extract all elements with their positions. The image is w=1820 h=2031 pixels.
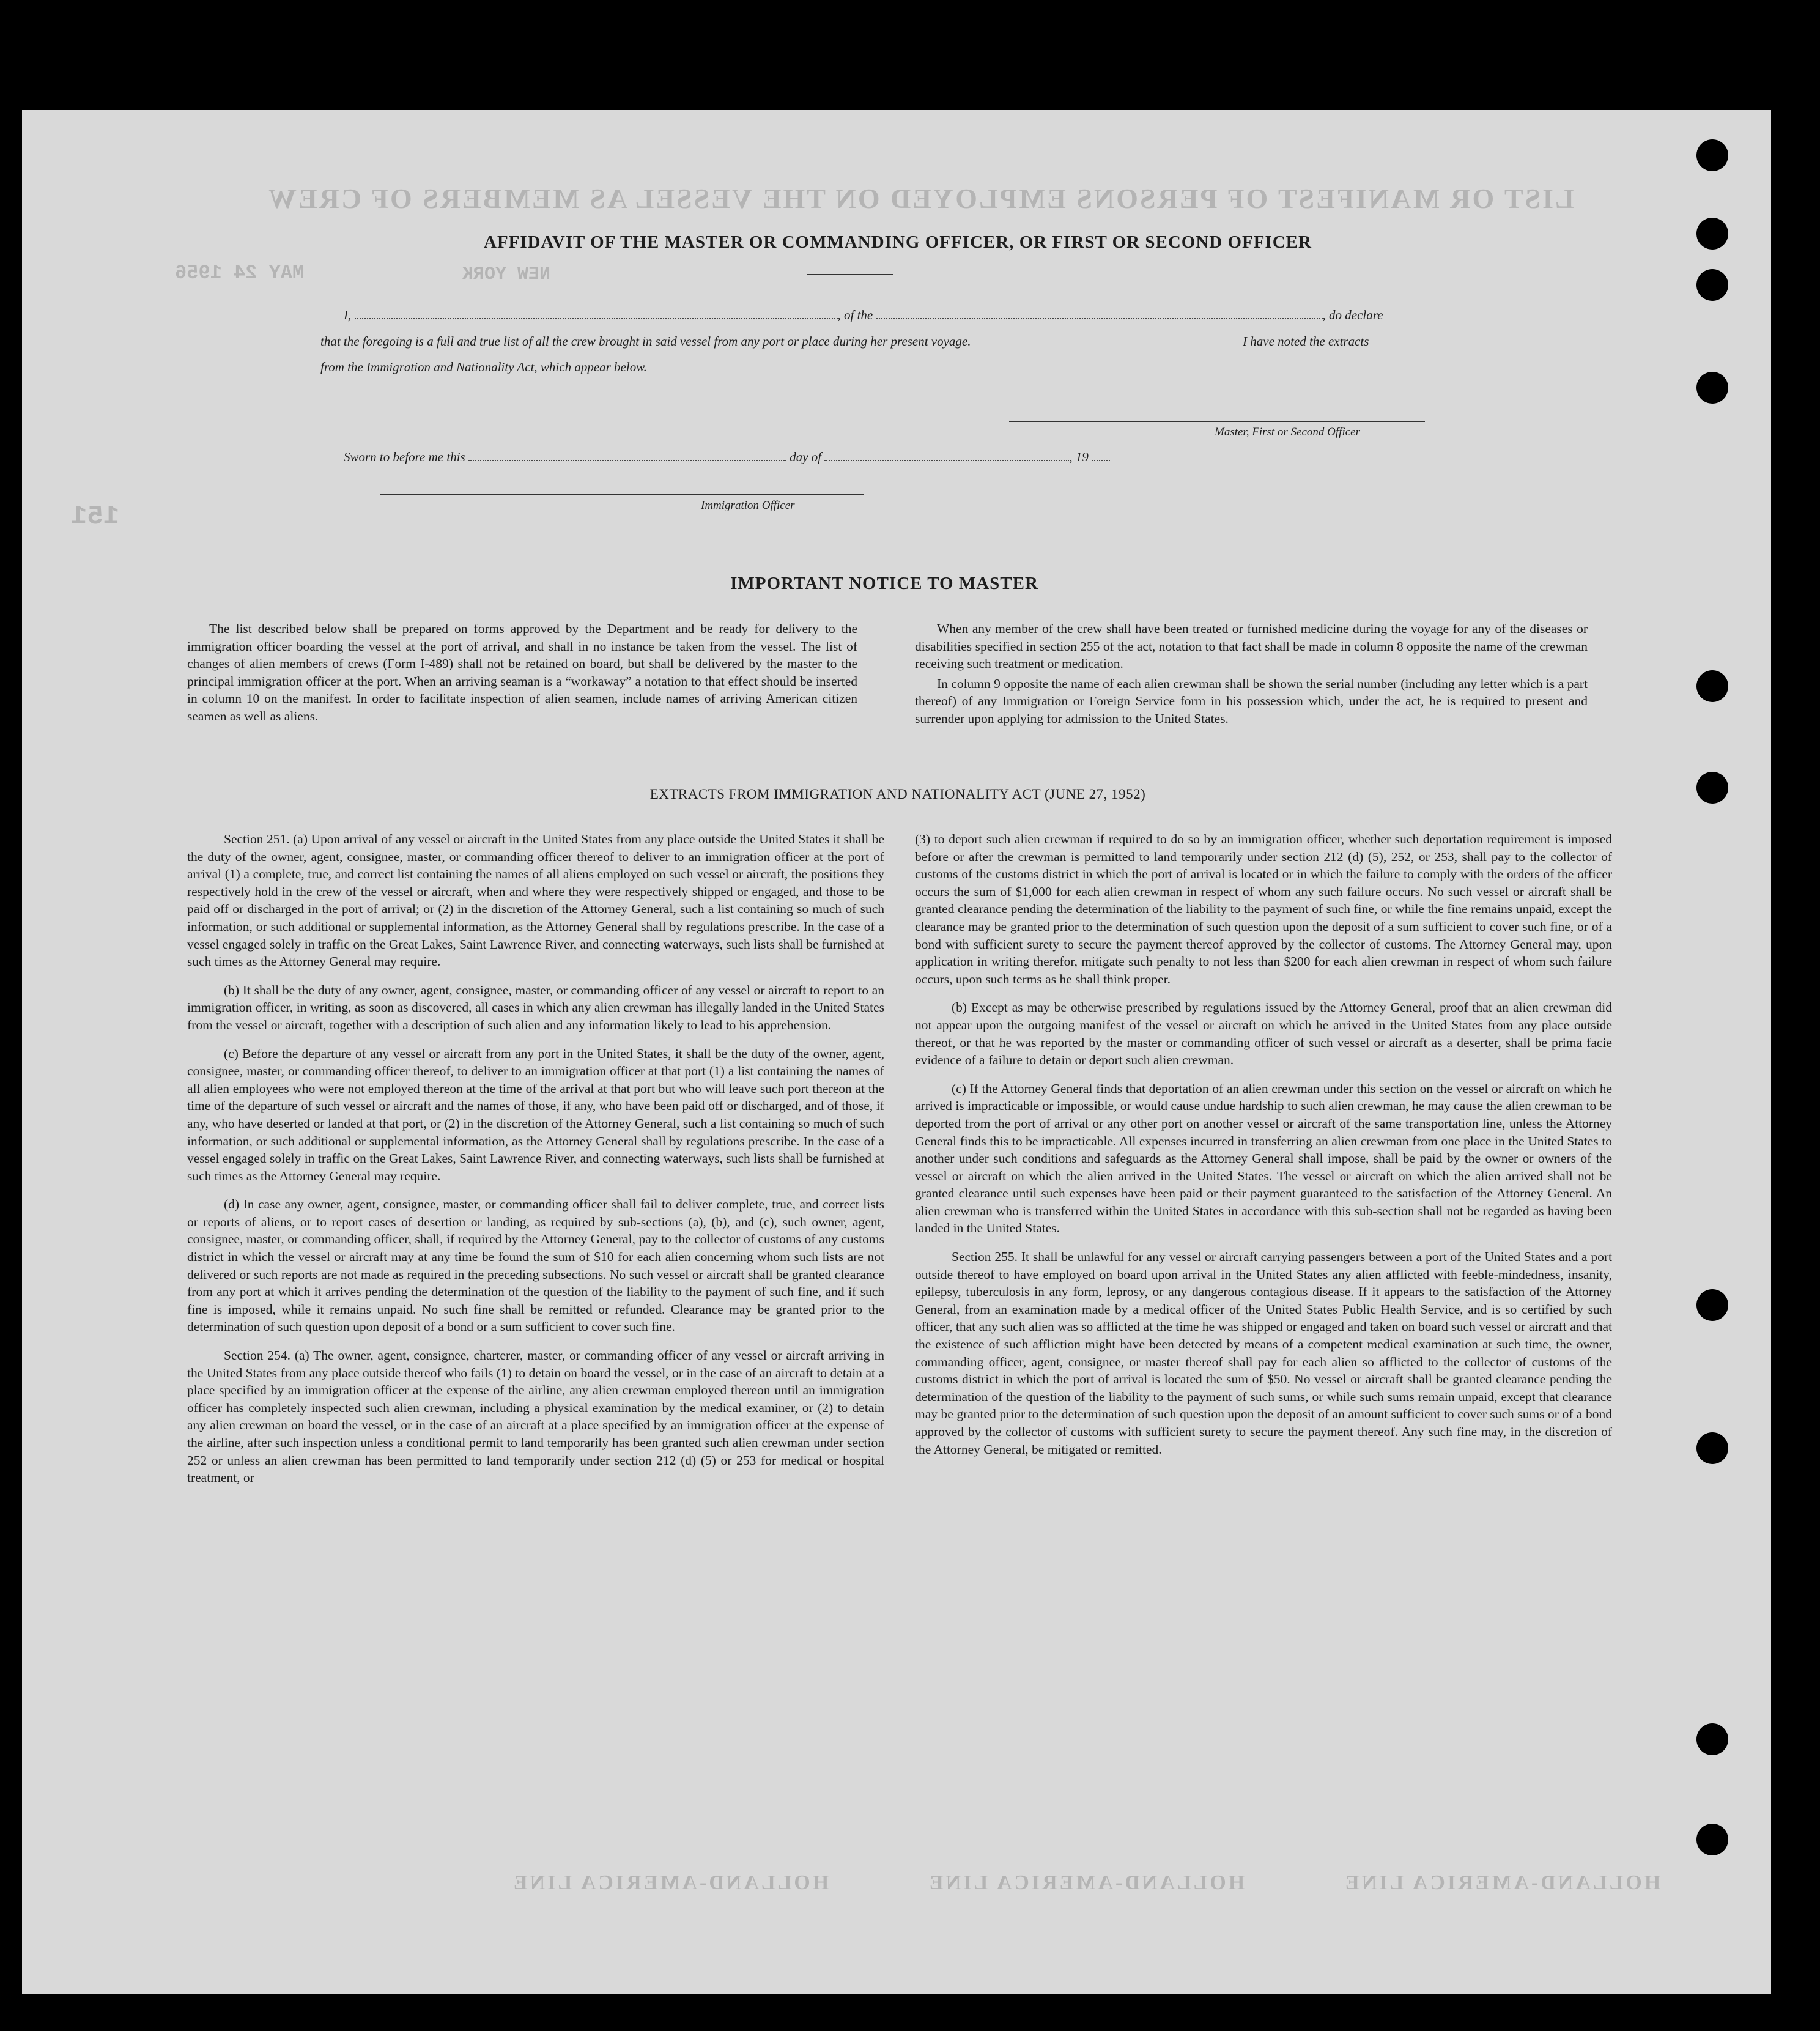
notice-left-text: The list described below shall be prepared on forms approved by the Department and be ready for delivery to the immigration officer boarding the vessel at the port of arrival, and shall in no instance be taken from the vessel. The list of changes of alien members of crews (Form I-489) shall not be retained on board, but shall be delivered by the master to the principal immigration officer at the port. When an arriving seaman is a “workaway” a notation to that effect should be inserted in column 10 on the manifest. In order to facilitate inspection of alien seamen, include names of arriving American citizen seamen as well as aliens. [187, 621, 857, 723]
sworn-day-blank[interactable] [468, 448, 786, 461]
affidavit-title: AFFIDAVIT OF THE MASTER OR COMMANDING OFFICER, OR FIRST OR SECOND OFFICER [484, 232, 1312, 252]
day-of-label: day of [790, 449, 822, 464]
vessel-blank[interactable] [876, 306, 1323, 319]
bleed-through-footer: HOLLAND-AMERICA LINE [1343, 1871, 1661, 1894]
section-254-b: (b) Except as may be otherwise prescribed by regulations issued by the Attorney General, proof that an alien crewman did not appear upon the outgoing manifest of the vessel or aircraft on which he arrived in the United States from any place outside thereof, or that he was reported by the master or commanding officer of such vessel or aircraft as a deserter, shall be prima facie evidence of a failure to detain or deport such alien crewman. [915, 1000, 1612, 1068]
name-blank[interactable] [355, 306, 838, 319]
i-label: I, [344, 308, 352, 322]
sworn-label: Sworn to before me this [344, 449, 465, 464]
sworn-line [344, 448, 1110, 465]
affidavit-line-1 [344, 306, 1469, 323]
of-the-label: , of the [837, 308, 873, 322]
notice-left-column [187, 620, 857, 727]
master-signature-line[interactable] [1009, 421, 1425, 422]
bleed-through-stamp: MAY 24 1956 [175, 262, 305, 284]
section-254-a-cont: (3) to deport such alien crewman if required to do so by an immigration officer, whether such deportation requirement is imposed before or after the crewman is permitted to land temporarily under section 212 (d) (5), 252, or 253, shall pay to the collector of customs of the customs district in which the port of arrival is located or in which the failure to comply with the orders of the officer occurs the sum of $1,000 for each alien crewman in respect of whom any such failure occurs. No such vessel or aircraft shall be granted clearance pending the determination of the liability to the payment of such fine, or while the fine remains unpaid, except the clearance may be granted prior to the determination of such question upon the deposit of a sum sufficient to cover such fine, or of a bond with sufficient surety to secure the payment thereof approved by the collector of customs. The Attorney General may, upon application in writing therefor, mitigate such penalty to not less than $200 for each alien crewman in respect of whom such failure occurs, upon such terms as he shall think proper. [915, 832, 1612, 986]
punch-hole-icon [1696, 218, 1728, 250]
bleed-through-port: NEW YORK [462, 264, 551, 285]
punch-hole-icon [1696, 670, 1728, 702]
notice-title: IMPORTANT NOTICE TO MASTER [730, 574, 1038, 593]
bleed-through-footer-2: HOLLAND-AMERICA LINE [927, 1871, 1245, 1894]
title-rule [807, 274, 893, 275]
manifest-back-page [22, 110, 1771, 1994]
punch-hole-icon [1696, 1824, 1728, 1855]
punch-hole-icon [1696, 1432, 1728, 1464]
bleed-through-header: LIST OR MANIFEST OF PERSONS EMPLOYED ON THE VESSEL AS MEMBERS OF CREW [267, 183, 1574, 214]
section-254-a: Section 254. (a) The owner, agent, consignee, charterer, master, or commanding officer of any vessel or aircraft arriving in the United States from any place outside thereof who fails (1) to detain on board the vessel, or in the case of an aircraft to detain at a place specified by an immigration officer at the expense of the airline, any alien crewman employed thereon until an immigration officer has completely inspected such alien crewman, including a physical examination by the medical examiner, or (2) to detain any alien crewman on board the vessel, or in the case of an aircraft at a place specified by an immigration officer at the expense of the airline, after such inspection unless a conditional permit to land temporarily has been granted such alien crewman under section 252 or unless an alien crewman has been permitted to land temporarily under section 212 (d) (5) or 253 for medical or hospital treatment, or [187, 1348, 884, 1485]
notice-right-text-2: In column 9 opposite the name of each alien crewman shall be shown the serial number (including any letter which is a part thereof) of any Immigration or Foreign Service form in his possession which, under the act, he is required to present and surrender upon applying for admission to the United States. [915, 676, 1588, 726]
extracts-left-column [187, 831, 884, 1498]
extracts-right-column [915, 831, 1612, 1469]
punch-hole-icon [1696, 772, 1728, 804]
immigration-officer-signature-line[interactable] [380, 494, 864, 495]
affidavit-line-2b: I have noted the extracts [1243, 334, 1369, 349]
year-blank[interactable] [1092, 448, 1110, 461]
year-label: , 19 [1069, 449, 1089, 464]
extracts-title: EXTRACTS FROM IMMIGRATION AND NATIONALITY ACT (JUNE 27, 1952) [649, 786, 1146, 802]
punch-hole-icon [1696, 139, 1728, 171]
punch-hole-icon [1696, 269, 1728, 301]
affidavit-line-3: from the Immigration and Nationality Act, which appear below. [320, 360, 647, 374]
notice-right-column [915, 620, 1588, 730]
month-blank[interactable] [824, 448, 1069, 461]
punch-hole-icon [1696, 1723, 1728, 1755]
master-caption: Master, First or Second Officer [1215, 426, 1361, 438]
immigration-officer-caption: Immigration Officer [701, 499, 795, 512]
section-251-b: (b) It shall be the duty of any owner, agent, consignee, master, or commanding officer of any vessel or aircraft to report to an immigration officer, in writing, as soon as discovered, all cases in which any alien crewman has illegally landed in the United States from the vessel or aircraft, together with a description of such alien and any information likely to lead to his apprehension. [187, 982, 884, 1032]
do-declare-label: , do declare [1322, 308, 1383, 322]
section-254-c: (c) If the Attorney General finds that deportation of an alien crewman under this section on the vessel or aircraft on which he arrived is impracticable or impossible, or would cause undue hardship to such alien crewman, he may cause the alien crewman to be deported from the port of arrival or any other port on another vessel or aircraft of the same transportation line, unless the Attorney General finds this to be impracticable. All expenses incurred in transferring an alien crewman from one place in the United States to another under such conditions and safeguards as the Attorney General shall impose, shall be paid by the owner or owners of the vessel or aircraft on which the alien arrived in the United States. The vessel or aircraft on which the alien arrived shall not be granted clearance until such expenses have been paid or their payment guaranteed to the satisfaction of the Attorney General. An alien crewman who is transferred within the United States in accordance with this sub-section shall not be regarded as having been landed in the United States. [915, 1081, 1612, 1236]
notice-right-text-1: When any member of the crew shall have been treated or furnished medicine during the voyage for any of the diseases or disabilities specified in section 255 of the act, notation to that fact shall be made in column 8 opposite the name of the crewman receiving such treatment or medication. [915, 621, 1588, 671]
bleed-through-footer-3: HOLLAND-AMERICA LINE [511, 1871, 829, 1894]
bleed-through-page-number: 151 [71, 501, 120, 532]
punch-hole-icon [1696, 1289, 1728, 1321]
section-251-a: Section 251. (a) Upon arrival of any vessel or aircraft in the United States from any place outside the United States it shall be the duty of the owner, agent, consignee, master, or commanding officer thereof to deliver to an immigration officer at the port of arrival (1) a complete, true, and correct list containing the names of all aliens employed on such vessel or aircraft, the positions they respectively hold in the crew of the vessel or aircraft, when and where they were respectively shipped or engaged, and those to be paid off or discharged in the port of arrival; or (2) in the discretion of the Attorney General, such a list containing so much of such information, or such additional or supplemental information, as the Attorney General shall by regulations prescribe. In the case of a vessel engaged solely in traffic on the Great Lakes, Saint Lawrence River, and connecting waterways, such lists shall be furnished at such times as the Attorney General may require. [187, 832, 884, 969]
punch-hole-icon [1696, 372, 1728, 404]
affidavit-line-2: that the foregoing is a full and true list of all the crew brought in said vessel from any port or place during her present voyage. [320, 334, 971, 349]
section-251-d: (d) In case any owner, agent, consignee, master, or commanding officer shall fail to deliver complete, true, and correct lists or reports of aliens, or to report cases of desertion or landing, as required by sub-sections (a), (b), and (c), such owner, agent, consignee, master, or commanding officer, shall, if required by the Attorney General, pay to the collector of customs of any customs district in which the vessel or aircraft may at any time be found the sum of $10 for each alien concerning whom such lists are not delivered or such reports are not made as required in the preceding subsections. No such vessel or aircraft shall be granted clearance from any port at which it arrives pending the determination of the question of the liability to the payment of such fine, and if such fine is imposed, while it remains unpaid. No such fine shall be remitted or refunded. Clearance may be granted prior to the determination of such question upon deposit of a bond or a sum sufficient to cover such fine. [187, 1197, 884, 1334]
section-251-c: (c) Before the departure of any vessel or aircraft from any port in the United States, it shall be the duty of the owner, agent, consignee, master, or commanding officer thereof, to deliver to an immigration officer at that port (1) a list containing the names of all alien employees who were not employed thereon at the time of the arrival at that port but who will leave such port thereon at the time of the departure of such vessel or aircraft and the names of those, if any, who have been paid off or discharged, and of those, if any, who have deserted or landed at that port, or (2) in the discretion of the Attorney General, such a list containing so much of such information, or such additional or supplemental information, as the Attorney General shall by regulations prescribe. In the case of a vessel engaged solely in traffic on the Great Lakes, Saint Lawrence River, and connecting waterways, such lists shall be furnished at such times as the Attorney General may require. [187, 1046, 884, 1183]
section-255: Section 255. It shall be unlawful for any vessel or aircraft carrying passengers between a port of the United States and a port outside thereof to have employed on board upon arrival in the United States any alien afflicted with feeble-mindedness, insanity, epilepsy, tuberculosis in any form, leprosy, or any dangerous contagious disease. If it appears to the satisfaction of the Attorney General, from an examination made by a medical officer of the United States Public Health Service, and is so certified by such officer, that any such alien was so afflicted at the time he was shipped or engaged and taken on board such vessel or aircraft and that the existence of such affliction might have been detected by means of a competent medical examination at such time, the owner, commanding officer, agent, consignee, or master thereof shall pay for each alien so afflicted to the collector of customs of the customs district in which the port of arrival is located the sum of $50. No vessel or aircraft shall be granted clearance pending the determination of the question of the liability to the payment of such sums, or while such sums remain unpaid, except that clearance may be granted prior to the determination of such question upon the deposit of an amount sufficient to cover such sums or of a bond approved by the collector of customs with sufficient surety to secure the payment thereof. Any such fine may, in the discretion of the Attorney General, be mitigated or remitted. [915, 1249, 1612, 1457]
